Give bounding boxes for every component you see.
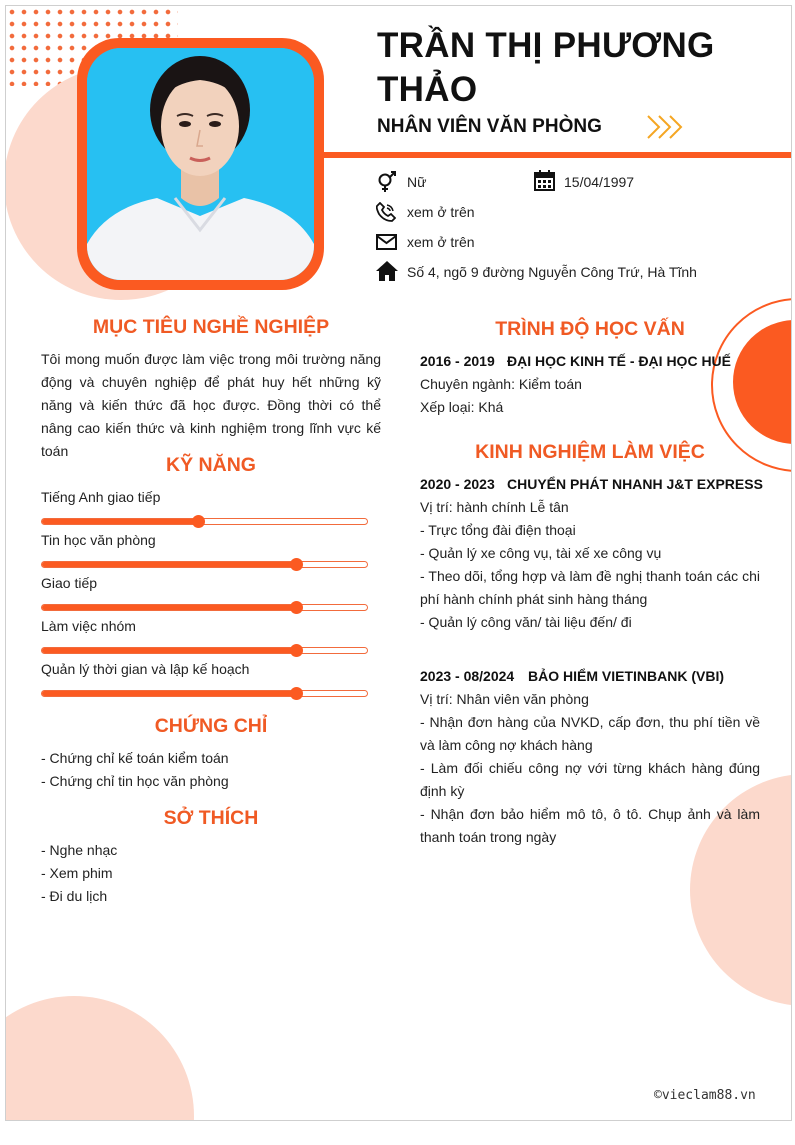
education-grade: Xếp loại: Khá — [420, 399, 504, 415]
profile-photo — [87, 48, 314, 280]
skill-bar-knob — [290, 558, 303, 571]
skill-bar-fill — [42, 648, 296, 653]
job-line: Vị trí: Nhân viên văn phòng — [420, 691, 589, 707]
skill-bar-fill — [42, 605, 296, 610]
gender-value: Nữ — [407, 174, 427, 190]
phone-value: xem ở trên — [407, 204, 475, 220]
certificate-item: - Chứng chỉ kế toán kiểm toán — [41, 750, 229, 766]
job-line: Vị trí: hành chính Lễ tân — [420, 499, 569, 515]
education-title: TRÌNH ĐỘ HỌC VẤN — [495, 318, 685, 340]
job-title: NHÂN VIÊN VĂN PHÒNG — [377, 116, 602, 137]
cv-page — [5, 5, 792, 1121]
experience-title: KINH NGHIỆM LÀM VIỆC — [475, 441, 705, 463]
email-value: xem ở trên — [407, 234, 475, 250]
job-line: - Làm đối chiếu công nợ với từng khách hàng đúng định kỳ — [420, 760, 760, 799]
job-period: 2023 - 08/2024 — [420, 668, 515, 684]
hobby-item: - Xem phim — [41, 865, 113, 881]
skill-bar-knob — [290, 687, 303, 700]
job-period: 2020 - 2023 — [420, 476, 495, 492]
name-line-2: THẢO — [377, 70, 478, 109]
objective-title: MỤC TIÊU NGHỀ NGHIỆP — [92, 316, 330, 338]
education-major: Chuyên ngành: Kiểm toán — [420, 376, 582, 392]
skill-bar-knob — [290, 601, 303, 614]
gender-icon — [376, 171, 398, 193]
skill-label: Giao tiếp — [41, 575, 98, 591]
job-line: - Theo dõi, tổng hợp và làm đề nghị thanh toán các chi phí hành chính phát sinh hàng tháng — [420, 568, 760, 607]
phone-icon — [376, 202, 396, 222]
home-icon — [375, 260, 399, 282]
job-line: - Quản lý xe công vụ, tài xế xe công vụ — [420, 545, 662, 561]
skill-label: Quản lý thời gian và lập kế hoạch — [41, 661, 250, 677]
job-detail — [420, 688, 760, 849]
skill-label: Làm việc nhóm — [41, 618, 136, 634]
job-line: - Nhận đơn bảo hiểm mô tô, ô tô. Chụp ảnh và làm thanh toán trong ngày — [420, 806, 760, 845]
certificates-title: CHỨNG CHỈ — [154, 715, 268, 737]
skill-bar-fill — [42, 519, 198, 524]
skill-label: Tiếng Anh giao tiếp — [41, 489, 161, 505]
address-value: Số 4, ngõ 9 đường Nguyễn Công Trứ, Hà Tĩnh — [407, 264, 697, 280]
skills-title: KỸ NĂNG — [166, 454, 256, 476]
hobbies-title: SỞ THÍCH — [163, 807, 259, 829]
job-company: BẢO HIỂM VIETINBANK (VBI) — [528, 668, 724, 684]
hobby-item: - Đi du lịch — [41, 888, 108, 904]
job-line: - Quản lý công văn/ tài liệu đến/ đi — [420, 614, 632, 630]
skill-bar — [41, 690, 368, 697]
calendar-icon — [534, 170, 555, 191]
job-detail — [420, 496, 760, 634]
job-line: - Trực tổng đài điện thoại — [420, 522, 576, 538]
skill-bar — [41, 518, 368, 525]
certificate-item: - Chứng chỉ tin học văn phòng — [41, 773, 229, 789]
skill-label: Tin học văn phòng — [41, 532, 156, 548]
header-divider — [324, 152, 791, 158]
job-line: - Nhận đơn hàng của NVKD, cấp đơn, thu phí tiền về và làm công nợ khách hàng — [420, 714, 760, 753]
candidate-name — [377, 24, 757, 112]
education-school: ĐẠI HỌC KINH TẾ - ĐẠI HỌC HUẾ — [507, 353, 731, 369]
watermark: ©vieclam88.vn — [654, 1088, 756, 1103]
circle-decor-bottom-left — [5, 996, 194, 1121]
skill-bar-fill — [42, 562, 296, 567]
skill-bar-knob — [290, 644, 303, 657]
name-line-1: TRẦN THỊ PHƯƠNG — [377, 26, 715, 65]
skill-bar — [41, 561, 368, 568]
dob-value: 15/04/1997 — [564, 174, 635, 190]
skill-bar-fill — [42, 691, 296, 696]
hobby-item: - Nghe nhạc — [41, 842, 118, 858]
objective-text: Tôi mong muốn được làm việc trong môi trường năng động và chuyên nghiệp để phát huy hết những kỹ năng và kiến thức đã học được. Đồng thời có thể nâng cao kiến thức và kinh nghiệm trong lĩnh vực kế toán — [41, 351, 381, 459]
education-period: 2016 - 2019 — [420, 353, 495, 369]
skill-bar — [41, 604, 368, 611]
job-company: CHUYỂN PHÁT NHANH J&T EXPRESS — [507, 476, 763, 492]
photo-frame — [77, 38, 324, 290]
skill-bar-knob — [192, 515, 205, 528]
skill-bar — [41, 647, 368, 654]
email-icon — [376, 234, 397, 250]
chevrons-decor-icon — [646, 114, 688, 140]
